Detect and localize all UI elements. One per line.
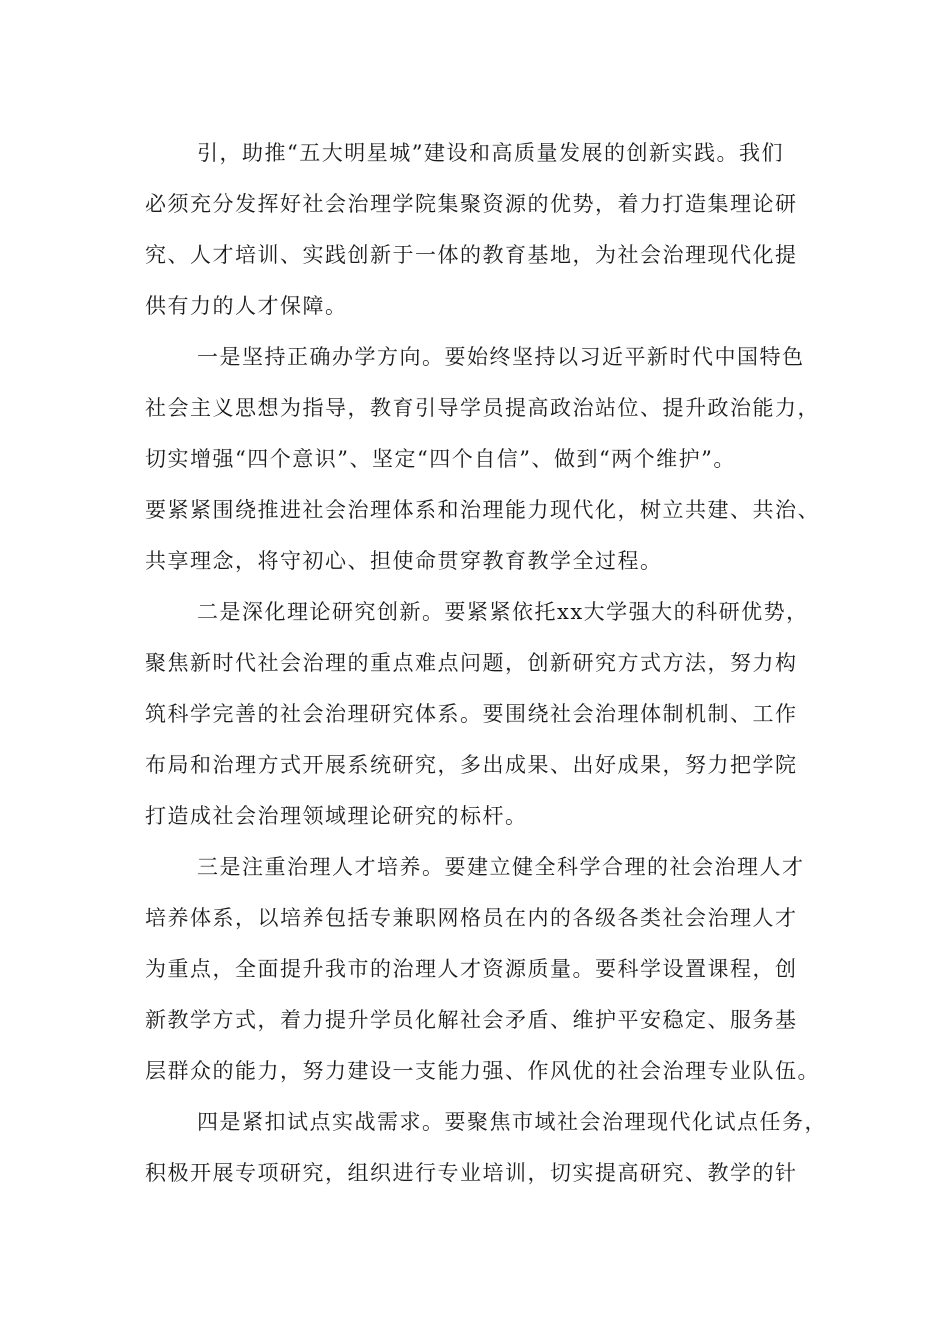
text-line: 新教学方式，着力提升学员化解社会矛盾、维护平安稳定、服务基 (145, 1008, 798, 1032)
text-line: 培养体系，以培养包括专兼职网格员在内的各级各类社会治理人才 (145, 906, 798, 930)
text-line: 供有力的人才保障。 (145, 294, 348, 318)
text-line: 要紧紧围绕推进社会治理体系和治理能力现代化，树立共建、共治、 (145, 498, 820, 522)
text-line: 三是注重治理人才培养。要建立健全科学合理的社会治理人才 (197, 855, 805, 879)
text-line: 打造成社会治理领域理论研究的标杆。 (145, 804, 528, 828)
text-line: 二是深化理论研究创新。要紧紧依托xx大学强大的科研优势， (197, 600, 809, 624)
text-line: 社会主义思想为指导，教育引导学员提高政治站位、提升政治能力， (145, 396, 820, 420)
text-line: 一是坚持正确办学方向。要始终坚持以习近平新时代中国特色 (197, 345, 805, 369)
text-line: 必须充分发挥好社会治理学院集聚资源的优势，着力打造集理论研 (145, 192, 798, 216)
text-line: 层群众的能力，努力建设一支能力强、作风优的社会治理专业队伍。 (145, 1059, 820, 1083)
body-text (145, 128, 827, 1199)
text-line: 共享理念，将守初心、担使命贯穿教育教学全过程。 (145, 549, 663, 573)
text-line: 布局和治理方式开展系统研究，多出成果、出好成果，努力把学院 (145, 753, 798, 777)
text-line: 四是紧扣试点实战需求。要聚焦市域社会治理现代化试点任务， (197, 1110, 827, 1134)
text-line: 积极开展专项研究，组织进行专业培训，切实提高研究、教学的针 (145, 1161, 798, 1185)
text-line: 聚焦新时代社会治理的重点难点问题，创新研究方式方法，努力构 (145, 651, 798, 675)
text-line: 筑科学完善的社会治理研究体系。要围绕社会治理体制机制、工作 (145, 702, 798, 726)
text-line: 切实增强“四个意识”、坚定“四个自信”、做到“两个维护”。 (145, 447, 736, 471)
text-line: 引，助推“五大明星城”建设和高质量发展的创新实践。我们 (197, 141, 784, 165)
text-line: 究、人才培训、实践创新于一体的教育基地，为社会治理现代化提 (145, 243, 798, 267)
text-line: 为重点，全面提升我市的治理人才资源质量。要科学设置课程，创 (145, 957, 798, 981)
